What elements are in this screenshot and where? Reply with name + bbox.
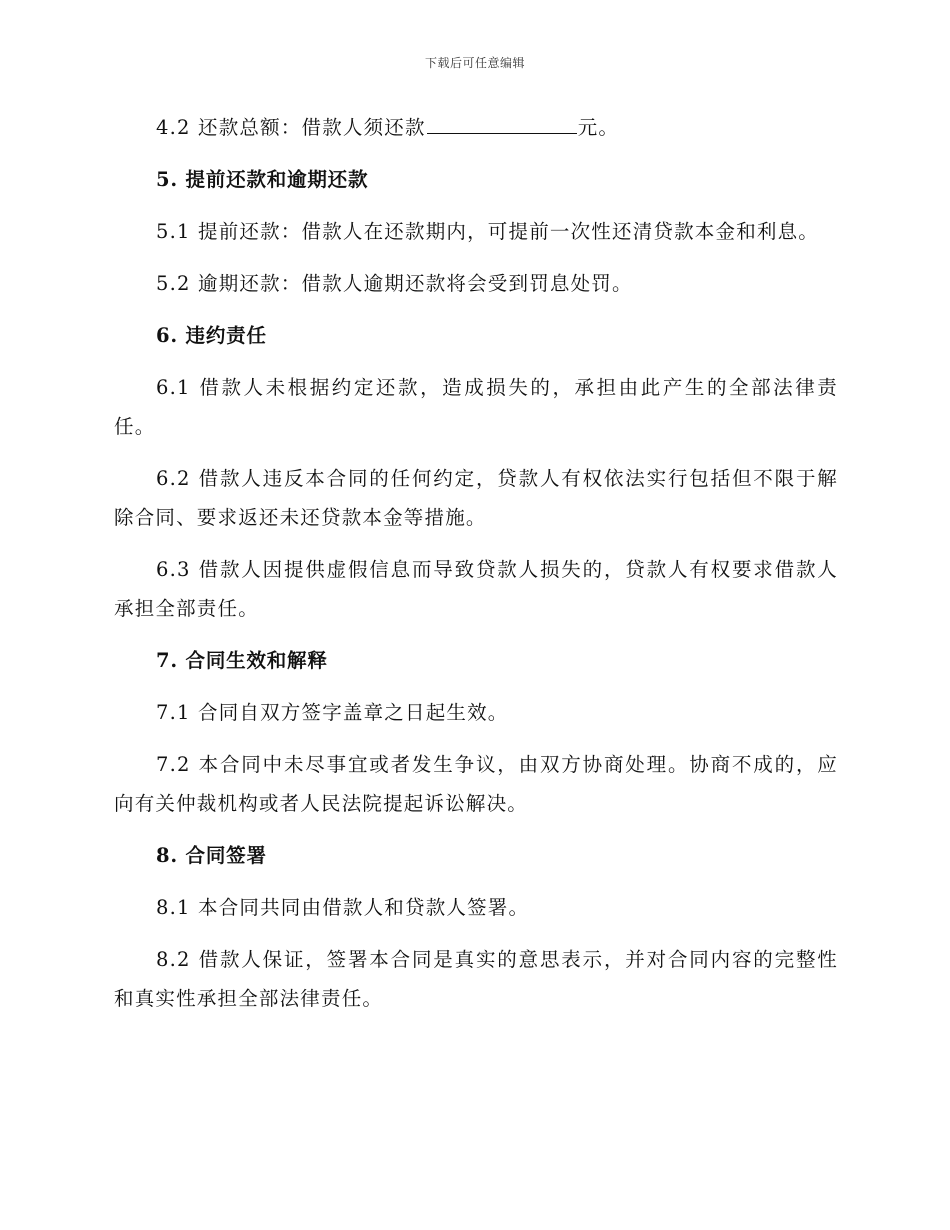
section-7-heading: 7. 合同生效和解释 [156,649,328,672]
clause-4-2 [114,108,838,147]
clause-4-2-text: 4.2 还款总额：借款人须还款 [156,116,426,139]
section-6-heading: 6. 违约责任 [156,324,267,347]
clause-8-1: 8.1 本合同共同由借款人和贷款人签署。 [156,896,530,919]
clause-6-1: 6.1 借款人未根据约定还款，造成损失的，承担由此产生的全部法律责任。 [114,376,838,438]
clause-7-2: 7.2 本合同中未尽事宜或者发生争议，由双方协商处理。协商不成的，应向有关仲裁机构或者人民法院提起诉讼解决。 [114,753,838,815]
section-8-heading: 8. 合同签署 [156,844,267,867]
document-body [114,108,838,1031]
section-5-heading: 5. 提前还款和逾期还款 [156,168,369,191]
clause-7-1: 7.1 合同自双方签字盖章之日起生效。 [156,701,509,724]
clause-8-2: 8.2 借款人保证，签署本合同是真实的意思表示，并对合同内容的完整性和真实性承担全部法律责任。 [114,948,838,1010]
clause-6-2: 6.2 借款人违反本合同的任何约定，贷款人有权依法实行包括但不限于解除合同、要求返还未还贷款本金等措施。 [114,467,838,529]
clause-5-2: 5.2 逾期还款：借款人逾期还款将会受到罚息处罚。 [156,272,633,295]
clause-6-3: 6.3 借款人因提供虚假信息而导致贷款人损失的，贷款人有权要求借款人承担全部责任。 [114,558,838,620]
amount-blank-line [427,111,577,134]
clause-5-1: 5.1 提前还款：借款人在还款期内，可提前一次性还清贷款本金和利息。 [156,220,820,243]
page-header: 下载后可任意编辑 [424,56,525,70]
clause-4-2-unit: 元。 [577,116,620,139]
